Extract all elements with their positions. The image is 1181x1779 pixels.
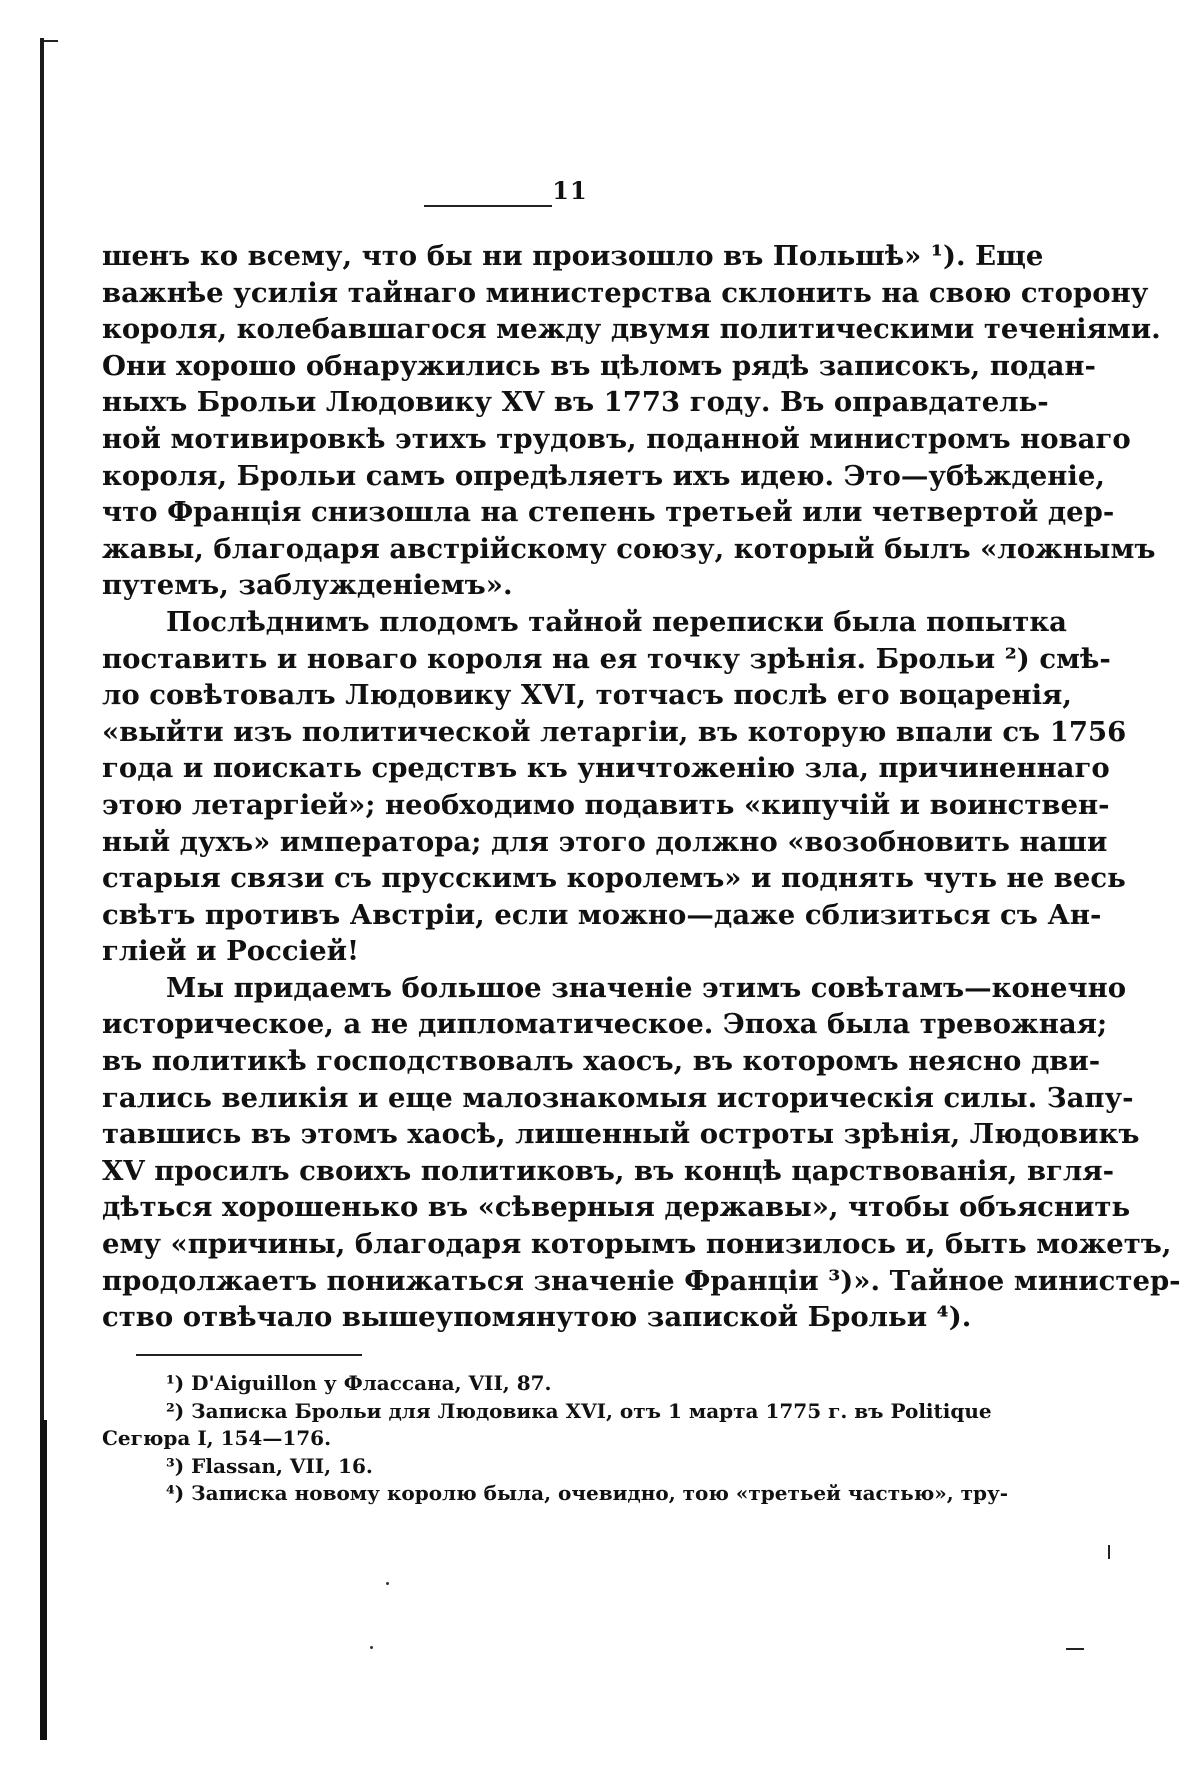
text-line: короля, колебавшагося между двумя политическими теченіями.: [102, 313, 1161, 346]
text-line: историческое, а не дипломатическое. Эпоха была тревожная;: [102, 1008, 1108, 1041]
text-line: шенъ ко всему, что бы ни произошло въ Польшѣ» ¹). Еще: [102, 240, 1044, 272]
text-line: въ политикѣ господствовалъ хаосъ, въ которомъ неясно дви-: [102, 1045, 1101, 1078]
text-line: продолжаетъ понижаться значеніе Франціи ³)». Тайное министер-: [102, 1264, 1181, 1297]
text-line: ной мотивировкѣ этихъ трудовъ, поданной министромъ новаго: [102, 422, 1131, 455]
text-line: гались великія и еще малознакомыя историческія силы. Запу-: [102, 1081, 1134, 1114]
text-line: путемъ, заблужденіемъ».: [102, 569, 513, 602]
footnote-line: ³) Flassan, VII, 16.: [166, 1453, 373, 1478]
body-text: [102, 238, 1181, 1336]
footnote-line: Сегюра I, 154—176.: [102, 1426, 332, 1450]
text-line: тавшись въ этомъ хаосѣ, лишенный остроты зрѣнія, Людовикъ: [102, 1118, 1140, 1151]
scan-tick-mark-right: [1108, 1545, 1110, 1559]
footnote-line: ⁴) Записка новому королю была, очевидно, тою «третьей частью», тру-: [166, 1481, 1009, 1505]
footnote-line: ²) Записка Брольи для Людовика XVI, отъ 1 марта 1775 г. въ Politique: [166, 1398, 992, 1423]
text-line: гліей и Россіей!: [102, 935, 360, 968]
text-line: поставить и новаго короля на ея точку зрѣнія. Брольи ²) смѣ-: [102, 642, 1111, 675]
text-line: Мы придаемъ большое значеніе этимъ совѣтамъ—конечно: [166, 971, 1127, 1004]
scan-tick-bottom-right: [1066, 1648, 1084, 1650]
text-line: ство отвѣчало вышеупомянутою запиской Брольи ⁴).: [102, 1301, 972, 1334]
text-line: старыя связи съ прусскимъ королемъ» и поднять чуть не весь: [102, 862, 1126, 895]
text-line: что Франція снизошла на степень третьей или четвертой дер-: [102, 496, 1115, 529]
text-line: жавы, благодаря австрійскому союзу, который былъ «ложнымъ: [102, 532, 1156, 565]
text-line: ный духъ» императора; для этого должно «возобновить наши: [102, 825, 1108, 858]
text-line: важнѣе усилія тайнаго министерства склонить на свою сторону: [102, 276, 1149, 309]
text-line: ныхъ Брольи Людовику XV въ 1773 году. Въ оправдатель-: [102, 386, 1049, 419]
text-line: дѣться хорошенько въ «сѣверныя державы», чтобы объяснить: [102, 1191, 1131, 1224]
footnote-line: ¹) D'Aiguillon у Флассана, VII, 87.: [166, 1371, 552, 1395]
text-line: свѣтъ противъ Австріи, если можно—даже сблизиться съ Ан-: [102, 898, 1102, 931]
scan-speck: [370, 1646, 373, 1649]
footnote-rule: [136, 1354, 362, 1356]
text-line: короля, Брольи самъ опредѣляетъ ихъ идею. Это—убѣжденіе,: [102, 459, 1105, 492]
text-line: Послѣднимъ плодомъ тайной переписки была попытка: [166, 605, 1068, 638]
text-line: года и поискать средствъ къ уничтоженію зла, причиненнаго: [102, 752, 1110, 785]
page-number-rule: [424, 205, 552, 207]
scan-left-edge-shadow: [40, 1420, 47, 1740]
text-line: XV просилъ своихъ политиковъ, въ концѣ царствованія, вгля-: [102, 1154, 1115, 1187]
text-line: этою летаргіей»; необходимо подавить «кипучій и воинствен-: [102, 788, 1110, 821]
text-line: ло совѣтовалъ Людовику XVI, тотчасъ послѣ его воцаренія,: [102, 679, 1072, 712]
page-number: 11: [552, 176, 588, 205]
text-line: «выйти изъ политической летаргіи, въ которую впали съ 1756: [102, 715, 1127, 748]
scan-tick-top-left: [44, 40, 58, 42]
text-line: Они хорошо обнаружились въ цѣломъ рядѣ записокъ, подан-: [102, 349, 1096, 382]
scan-speck: [386, 1582, 389, 1585]
text-line: ему «причины, благодаря которымъ понизилось и, быть можетъ,: [102, 1228, 1172, 1261]
footnotes: [102, 1370, 1009, 1508]
